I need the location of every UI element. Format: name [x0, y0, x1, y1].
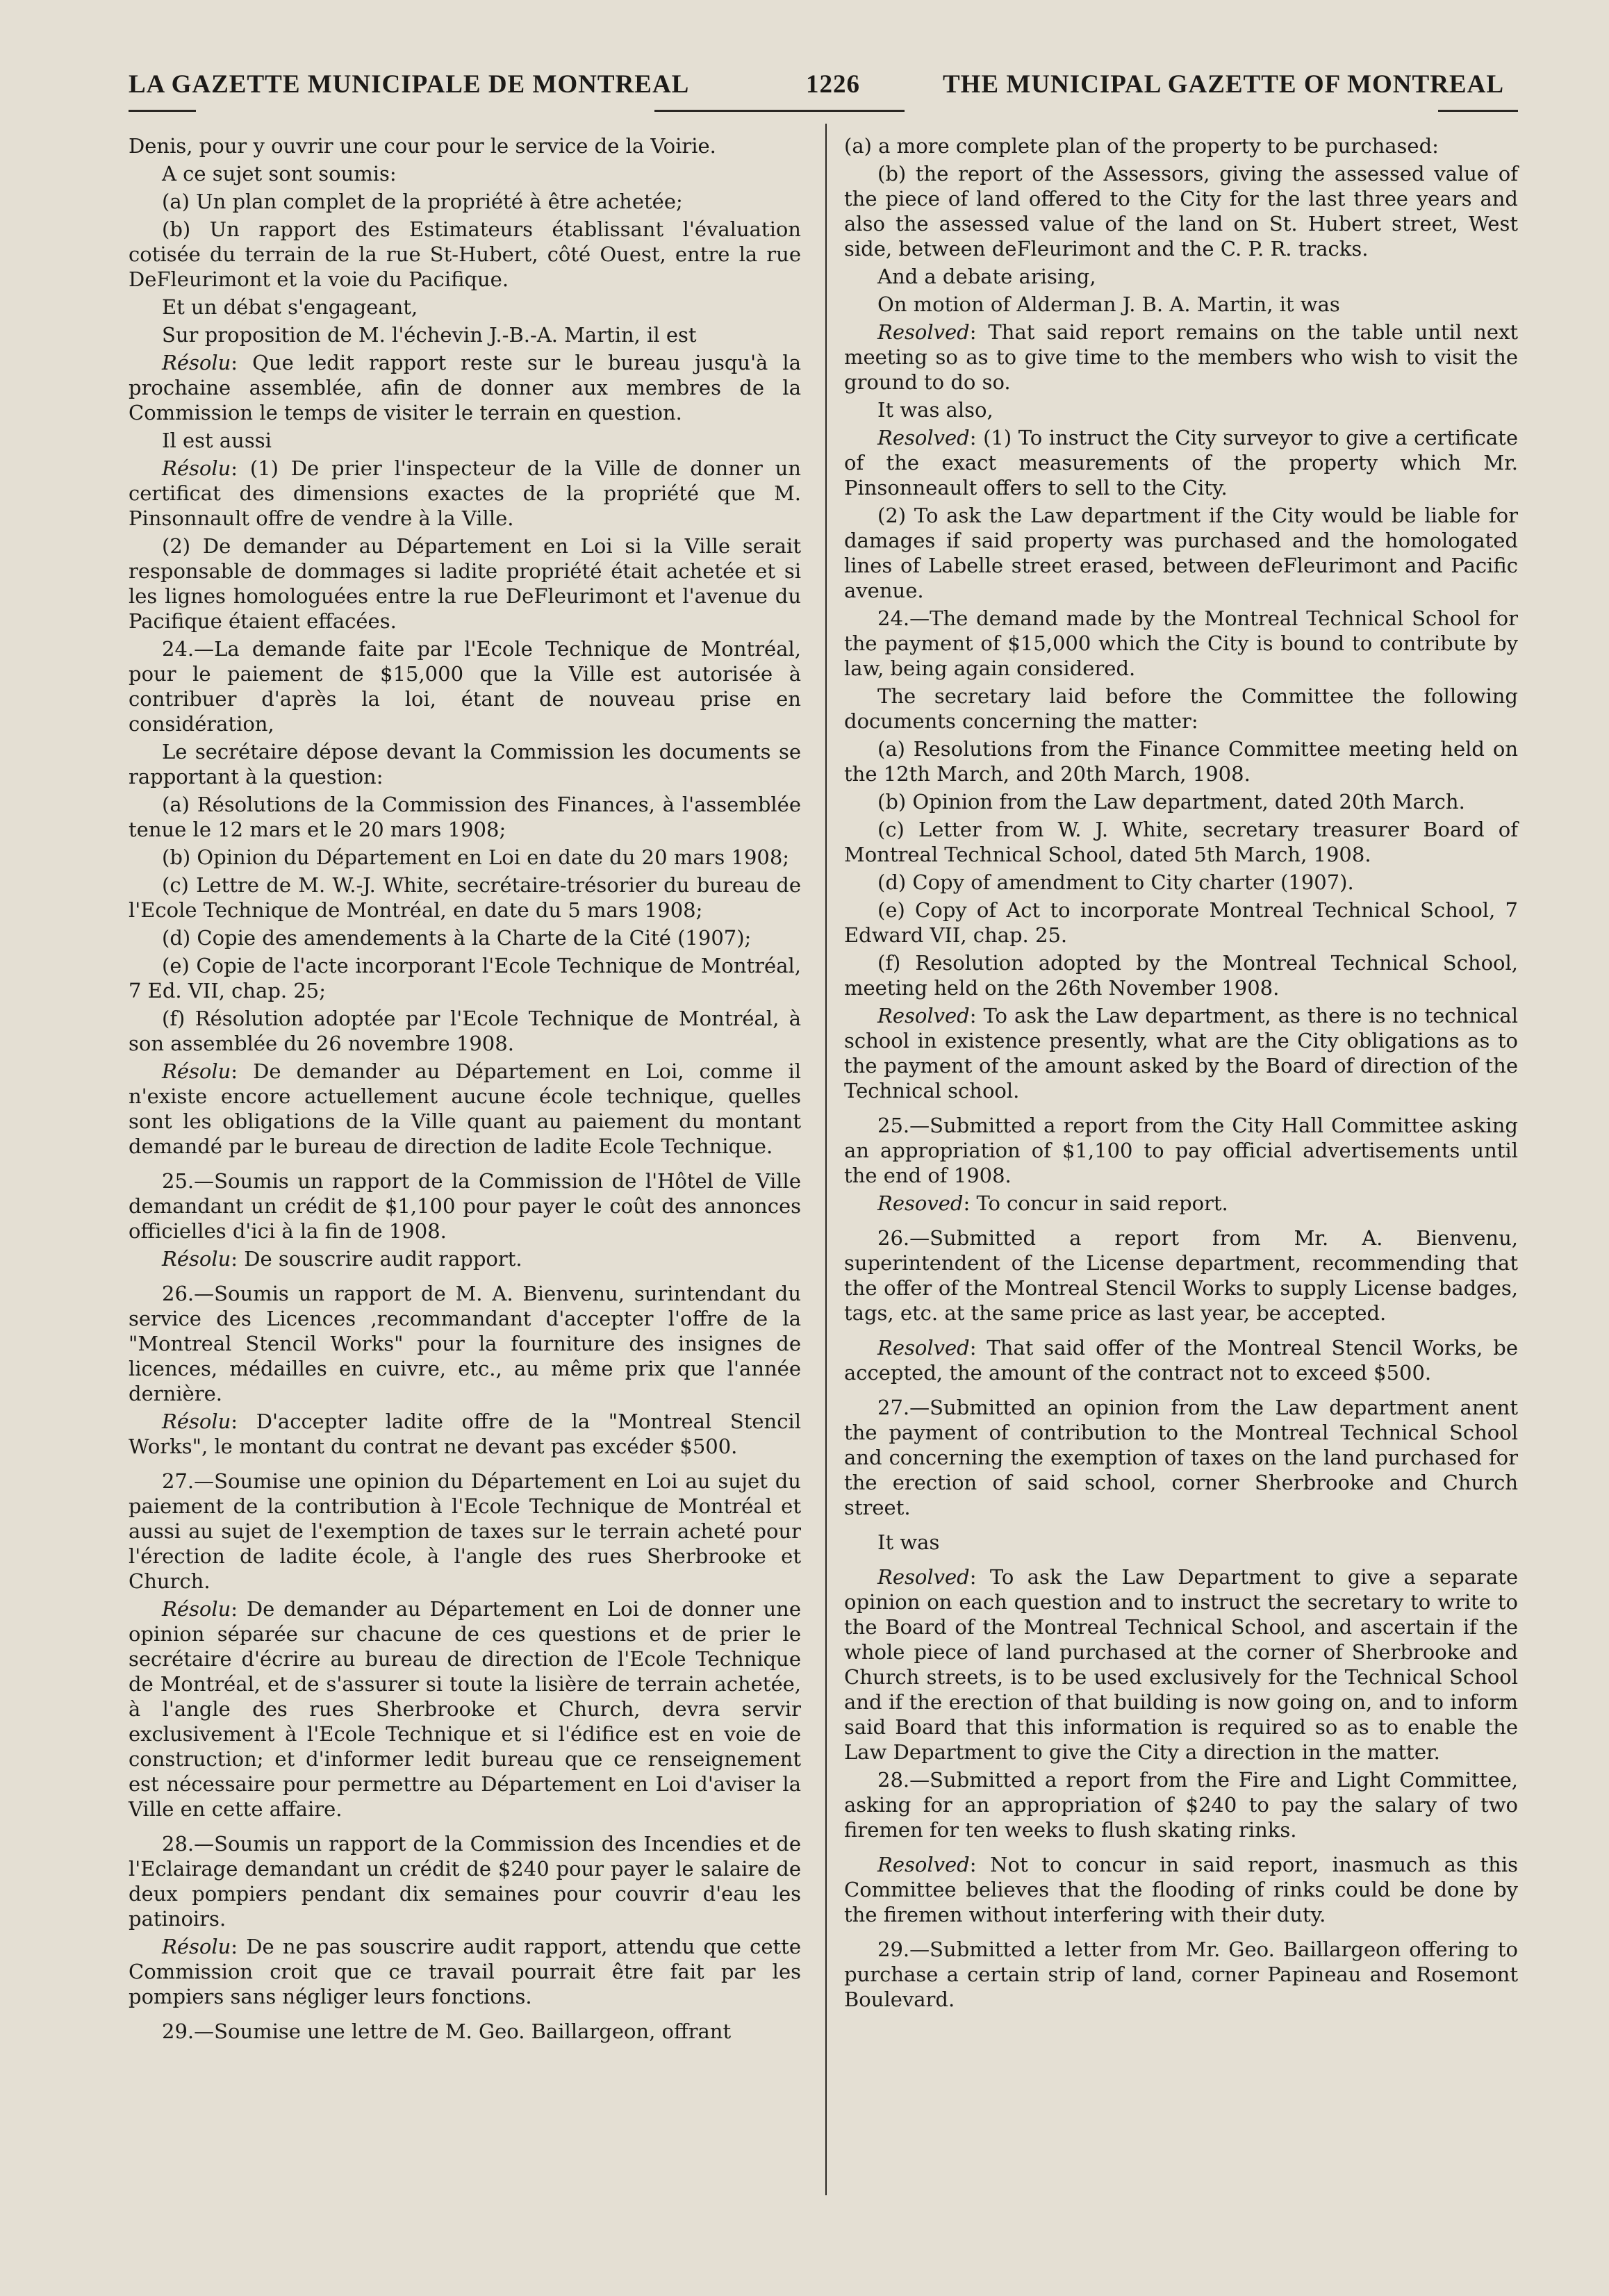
paragraph-text: : To ask the Law department, as there is no technical school in existence presently, what are the City obligations as to the payment of the amount asked by the Board of direction of the Technical school. — [844, 1004, 1518, 1102]
paragraph — [129, 953, 801, 1003]
paragraph — [844, 1335, 1518, 1385]
paragraph — [844, 133, 1518, 158]
paragraph — [129, 428, 801, 453]
paragraph-text: 25.—Soumis un rapport de la Commission de l'Hôtel de Ville demandant un crédit de $1,100 pour payer le coût des annonces officielles d'ici à la fin de 1908. — [129, 1169, 801, 1243]
paragraph-text: (a) a more complete plan of the property to be purchased: — [844, 134, 1439, 158]
paragraph — [844, 1767, 1518, 1842]
paragraph-text: 29.—Soumise une lettre de M. Geo. Baillargeon, offrant — [162, 2020, 732, 2043]
paragraph-text: 25.—Submitted a report from the City Hall Committee asking an appropriation of $1,100 to pay official advertisements until the end of 1908. — [844, 1114, 1518, 1187]
paragraph — [129, 1059, 801, 1159]
paragraph — [129, 925, 801, 950]
paragraph — [129, 350, 801, 425]
paragraph-text: (d) Copy of amendment to City charter (1907). — [877, 870, 1354, 894]
paragraph — [129, 295, 801, 320]
paragraph-text: (a) Resolutions from the Finance Committee meeting held on the 12th March, and 20th March, 1908. — [844, 737, 1518, 786]
paragraph — [844, 789, 1518, 814]
paragraph — [129, 1006, 801, 1056]
paragraph-text: : To ask the Law Department to give a separate opinion on each question and to instruct the secretary to write to the Board of the Montreal Technical School, and ascertain if the whole piece of land purchased at the corner of Sherbrooke and Church streets, is to be used exclusively for the Technical School and if the erection of that building is now going on, and to inform said Board that this information is required so as to enable the Law Department to give the City a direction in the matter. — [844, 1565, 1518, 1764]
paragraph — [129, 739, 801, 789]
paragraph-text: (b) Opinion du Département en Loi en date du 20 mars 1908; — [162, 845, 790, 869]
paragraph — [844, 817, 1518, 867]
paragraph — [844, 684, 1518, 734]
paragraph — [129, 636, 801, 736]
resolution-label: Résolu — [162, 456, 231, 480]
paragraph-text: (a) Un plan complet de la propriété à être achetée; — [162, 190, 683, 213]
resolution-label: Resoved — [877, 1191, 964, 1215]
resolution-label: Resolved — [877, 1853, 970, 1876]
paragraph-text: : D'accepter ladite offre de la "Montreal Stencil Works", le montant du contrat ne devant pas excéder $500. — [129, 1410, 801, 1458]
paragraph-text: 29.—Submitted a letter from Mr. Geo. Baillargeon offering to purchase a certain strip of land, corner Papineau and Rosemont Boulevard. — [844, 1938, 1518, 2011]
paragraph-text: : De demander au Département en Loi, comme il n'existe encore actuellement aucune école technique, quelles sont les obligations de la Ville quant au paiement du montant demandé par le bureau de direction de ladite Ecole Technique. — [129, 1059, 801, 1158]
paragraph — [129, 456, 801, 531]
paragraph-text: 26.—Soumis un rapport de M. A. Bienvenu, surintendant du service des Licences ,recommandant d'accepter l'offre de la "Montreal Stencil Works" pour la fourniture des insignes de licences, médailles en cuivre, etc., au même prix que l'année dernière. — [129, 1282, 801, 1405]
paragraph — [129, 217, 801, 292]
paragraph-text: A ce sujet sont soumis: — [162, 162, 397, 185]
paragraph — [844, 898, 1518, 948]
resolution-label: Resolved — [877, 1004, 970, 1027]
paragraph-text: (b) the report of the Assessors, giving the assessed value of the piece of land offered to the City for the last three years and also the assessed value of the land on St. Hubert street, West side, between deFleurimont and the C. P. R. tracks. — [844, 162, 1518, 261]
paragraph-text: Et un débat s'engageant, — [162, 295, 418, 319]
paragraph-text: 28.—Submitted a report from the Fire and Light Committee, asking for an appropriation of $240 to pay the salary of two firemen for ten weeks to flush skating rinks. — [844, 1768, 1518, 1842]
resolution-label: Résolu — [162, 1935, 231, 1958]
paragraph-text: : To concur in said report. — [963, 1191, 1228, 1215]
resolution-label: Resolved — [877, 320, 970, 344]
paragraph — [129, 1281, 801, 1406]
paragraph-text: (2) To ask the Law department if the City would be liable for damages if said property was purchased and the homologated lines of Labelle street erased, between deFleurimont and Pacific avenue. — [844, 504, 1518, 602]
paragraph — [129, 1469, 801, 1594]
resolution-label: Resolved — [877, 426, 970, 449]
paragraph — [844, 950, 1518, 1000]
paragraph-text: (b) Un rapport des Estimateurs établissant l'évaluation cotisée du terrain de la rue St-Hubert, côté Ouest, entre la rue DeFleurimont et la voie du Pacifique. — [129, 217, 801, 291]
column-divider — [825, 124, 827, 2195]
paragraph-text: Il est aussi — [162, 429, 272, 452]
paragraph-text: (e) Copie de l'acte incorporant l'Ecole Technique de Montréal, 7 Ed. VII, chap. 25; — [129, 954, 801, 1002]
paragraph — [129, 845, 801, 870]
paragraph-text: (c) Letter from W. J. White, secretary treasurer Board of Montreal Technical School, dated 5th March, 1908. — [844, 818, 1518, 866]
paragraph — [129, 1409, 801, 1459]
paragraph — [844, 1852, 1518, 1927]
paragraph — [844, 736, 1518, 786]
paragraph-text: (c) Lettre de M. W.-J. White, secrétaire-trésorier du bureau de l'Ecole Technique de Montréal, en date du 5 mars 1908; — [129, 873, 801, 922]
paragraph — [129, 189, 801, 214]
paragraph — [844, 264, 1518, 289]
paragraph-text: 26.—Submitted a report from Mr. A. Bienvenu, superintendent of the License department, recommending that the offer of the Montreal Stencil Works to supply License badges, tags, etc. at the same price as last year, be accepted. — [844, 1226, 1518, 1325]
paragraph-text: (2) De demander au Département en Loi si la Ville serait responsable de dommages si ladite propriété était achetée et si les lignes homologuées entre la rue DeFleurimont et l'avenue du Pacifique étaient effacées. — [129, 534, 801, 633]
paragraph — [844, 1191, 1518, 1216]
header-rule-center — [654, 110, 905, 112]
paragraph-text: : That said offer of the Montreal Stencil Works, be accepted, the amount of the contract not to exceed $500. — [844, 1336, 1518, 1385]
paragraph-text: (f) Resolution adopted by the Montreal Technical School, meeting held on the 26th November 1908. — [844, 951, 1518, 1000]
paragraph-text: (e) Copy of Act to incorporate Montreal Technical School, 7 Edward VII, chap. 25. — [844, 898, 1518, 947]
resolution-label: Résolu — [162, 1059, 231, 1083]
paragraph — [844, 1003, 1518, 1103]
paragraph — [129, 1168, 801, 1244]
paragraph-text: Sur proposition de M. l'échevin J.-B.-A. Martin, il est — [162, 323, 697, 347]
paragraph-text: 27.—Soumise une opinion du Département en Loi au sujet du paiement de la contribution à l'Ecole Technique de Montréal et aussi au sujet de l'exemption de taxes sur le terrain acheté pour l'érection de ladite école, à l'angle des rues Sherbrooke et Church. — [129, 1469, 801, 1593]
resolution-label: Résolu — [162, 1247, 231, 1271]
paragraph — [844, 503, 1518, 603]
paragraph — [844, 1395, 1518, 1520]
paragraph — [129, 322, 801, 347]
paragraph — [844, 606, 1518, 681]
paragraph — [129, 1831, 801, 1931]
resolution-label: Resolved — [877, 1565, 970, 1589]
paragraph-text: : That said report remains on the table until next meeting so as to give time to the members who wish to visit the ground to do so. — [844, 320, 1518, 394]
paragraph-text: Le secrétaire dépose devant la Commission les documents se rapportant à la question: — [129, 740, 801, 788]
paragraph — [129, 534, 801, 634]
resolution-label: Résolu — [162, 1410, 231, 1433]
paragraph — [844, 161, 1518, 261]
paragraph — [844, 1113, 1518, 1188]
paragraph — [129, 133, 801, 158]
paragraph — [844, 1564, 1518, 1765]
paragraph — [844, 292, 1518, 317]
paragraph-text: (d) Copie des amendements à la Charte de la Cité (1907); — [162, 926, 752, 950]
paragraph — [844, 1937, 1518, 2012]
paragraph-text: (b) Opinion from the Law department, dated 20th March. — [877, 790, 1465, 813]
paragraph-text: : Not to concur in said report, inasmuch as this Committee believes that the flooding of rinks could be done by the firemen without interfering with their duty. — [844, 1853, 1518, 1926]
paragraph-text: (f) Résolution adoptée par l'Ecole Technique de Montréal, à son assemblée du 26 novembre 1908. — [129, 1007, 801, 1055]
paragraph — [129, 792, 801, 842]
paragraph-text: 28.—Soumis un rapport de la Commission des Incendies et de l'Eclairage demandant un crédit de $240 pour payer le salaire de deux pompiers pendant dix semaines pour couvrir d'eau les patinoirs. — [129, 1832, 801, 1931]
paragraph — [844, 870, 1518, 895]
paragraph-text: (a) Résolutions de la Commission des Finances, à l'assemblée tenue le 12 mars et le 20 mars 1908; — [129, 793, 801, 841]
paragraph-text: Denis, pour y ouvrir une cour pour le service de la Voirie. — [129, 134, 716, 158]
paragraph — [844, 1225, 1518, 1325]
paragraph-text: It was — [877, 1530, 940, 1554]
header-french-title: LA GAZETTE MUNICIPALE DE MONTREAL — [129, 70, 690, 99]
paragraph — [844, 320, 1518, 395]
paragraph — [844, 397, 1518, 422]
paragraph-text: : (1) To instruct the City surveyor to give a certificate of the exact measurements of the property which Mr. Pinsonneault offers to sell to the City. — [844, 426, 1518, 499]
paragraph-text: : De ne pas souscrire audit rapport, attendu que cette Commission croit que ce travail pourrait être fait par les pompiers sans négliger leurs fonctions. — [129, 1935, 801, 2008]
paragraph-text: The secretary laid before the Committee the following documents concerning the matter: — [844, 684, 1518, 733]
french-column — [129, 133, 801, 2047]
resolution-label: Resolved — [877, 1336, 970, 1360]
paragraph-text: 24.—The demand made by the Montreal Technical School for the payment of $15,000 which the City is bound to contribute by law, being again considered. — [844, 606, 1518, 680]
paragraph — [129, 161, 801, 186]
paragraph — [129, 873, 801, 923]
resolution-label: Résolu — [162, 351, 231, 374]
paragraph-text: : (1) De prier l'inspecteur de la Ville de donner un certificat des dimensions exactes de la propriété que M. Pinsonnault offre de vendre à la Ville. — [129, 456, 801, 530]
paragraph — [844, 1530, 1518, 1555]
paragraph-text: : Que ledit rapport reste sur le bureau jusqu'à la prochaine assemblée, afin de donner aux membres de la Commission le temps de visiter le terrain en question. — [129, 351, 801, 424]
paragraph-text: It was also, — [877, 398, 993, 422]
paragraph-text: And a debate arising, — [877, 265, 1096, 288]
paragraph — [129, 1246, 801, 1271]
english-column — [844, 133, 1518, 2015]
paragraph-text: On motion of Alderman J. B. A. Martin, it was — [877, 292, 1340, 316]
paragraph — [844, 425, 1518, 500]
paragraph-text: : De demander au Département en Loi de donner une opinion séparée sur chacune de ces questions et de prier le secrétaire d'écrire au bureau de direction de l'Ecole Technique de Montréal, et de s'assurer si toute la lisière de terrain achetée, à l'angle des rues Sherbrooke et Church, devra servir exclusivement à l'Ecole Technique et si l'édifice est en voie de construction; et d'informer ledit bureau que ce renseignement est nécessaire pour permettre au Département en Loi d'aviser la Ville en cette affaire. — [129, 1597, 801, 1821]
header-english-title: THE MUNICIPAL GAZETTE OF MONTREAL — [942, 70, 1504, 99]
paragraph — [129, 1934, 801, 2009]
paragraph-text: 27.—Submitted an opinion from the Law department anent the payment of contribution to the Montreal Technical School and concerning the exemption of taxes on the land purchased for the erection of said school, corner Sherbrooke and Church street. — [844, 1396, 1518, 1519]
header-rule-left — [129, 110, 196, 112]
page-header — [129, 69, 1504, 111]
paragraph — [129, 2019, 801, 2044]
paragraph — [129, 1596, 801, 1822]
resolution-label: Résolu — [162, 1597, 231, 1621]
paragraph-text: : De souscrire audit rapport. — [231, 1247, 522, 1271]
paragraph-text: 24.—La demande faite par l'Ecole Technique de Montréal, pour le paiement de $15,000 que la Ville est autorisée à contribuer d'après la loi, étant de nouveau prise en considération, — [129, 637, 801, 736]
header-rule-right — [1438, 110, 1518, 112]
page-number: 1226 — [806, 70, 860, 99]
